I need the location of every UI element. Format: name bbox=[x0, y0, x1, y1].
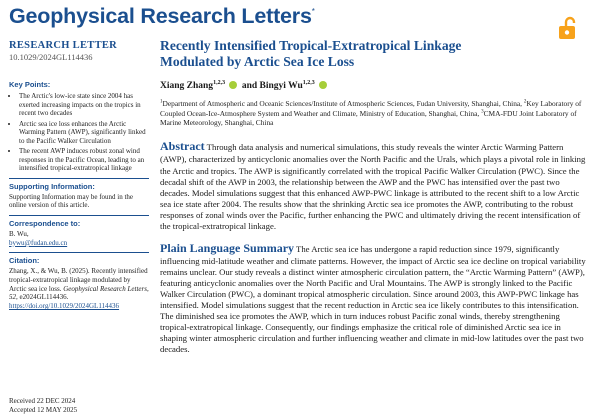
orcid-icon[interactable] bbox=[229, 81, 237, 89]
author-list bbox=[160, 80, 590, 91]
sidebar bbox=[9, 40, 149, 415]
key-point-item: • Arctic sea ice loss enhances the Arctic Warming Pattern (AWP), significantly linked to the Pacific Walker Circulation bbox=[19, 120, 149, 146]
affiliation-sup: 1 bbox=[160, 99, 163, 105]
article-type-label: RESEARCH LETTER bbox=[9, 40, 118, 51]
article-main bbox=[160, 38, 590, 355]
sidebar-divider bbox=[9, 215, 149, 216]
correspondence-email-link[interactable]: bywu@fudan.edu.cn bbox=[9, 238, 68, 247]
citation-article-number: e2024GL114436. bbox=[19, 293, 69, 302]
journal-header bbox=[9, 4, 315, 29]
affiliation-sup: 3 bbox=[481, 109, 484, 115]
journal-name: Geophysical Research Letters bbox=[9, 4, 312, 28]
abstract-text: Through data analysis and numerical simulations, this study reveals the winter Arctic Warming Pattern (AWP), characterized by anticyclonic anomalies over the North Pacific and the Urals, which plays a pivotal role in linking the Arctic and tropics. The AWP is significantly correlated with the tropical Pacific Walker Circulation (PWC). Since the decadal shift of the AWP in 2003, the relationship between the AWP and the PWC has intensified over the past two decades. Model simulations suggest that this enhanced AWP-PWC linkage is attributed to the recent shift to a low Arctic sea ice state after 2004. The results show that the shrinking Arctic sea ice promotes the AWP, contributing to the robust responses of zonal winds over the Pacific, further enhancing the PWC and ultimately driving the recent intensification of the tropical-extratropical linkage. bbox=[160, 142, 586, 231]
correspondence-block bbox=[9, 230, 149, 247]
received-date: Received 22 DEC 2024 bbox=[9, 397, 76, 405]
affiliation-text: CMA-FDU Joint Laboratory of Marine Meteorology, Shanghai, China bbox=[160, 108, 577, 128]
sidebar-divider bbox=[9, 252, 149, 253]
citation-text: Zhang, X., & Wu, B. (2025). Recently intensified tropical-extratropical linkage modulated by Arctic sea ice loss. bbox=[9, 267, 148, 293]
correspondence-name: B. Wu, bbox=[9, 230, 29, 239]
correspondence-title: Correspondence to: bbox=[9, 219, 81, 229]
abstract-section bbox=[160, 139, 590, 232]
open-access-icon[interactable] bbox=[556, 16, 580, 40]
citation-block bbox=[9, 267, 149, 310]
plain-language-summary-text: The Arctic sea ice has undergone a rapid reduction since 1979, significantly influencing mid-latitude weather and climate patterns. However, the impact of Arctic sea ice decline on tropical variability remains unclear. Our study reveals a distinct winter atmospheric circulation pattern, the “Arctic Warming Pattern” (AWP), featuring anticyclonic anomalies over the North Pacific and Ural Mountains. The AWP is strongly linked to the Pacific Walker Circulation (PWC), a dominant tropical atmospheric circulation. Since around 2003, this AWP-PWC linkage has intensified. Model simulations suggest that the recent reduction in Arctic sea ice likely contributes to this intensification. The diminished sea ice promotes the AWP, which in turn induces robust Pacific zonal winds, thereby strengthening tropical-extratropical linkage. Consequently, our findings emphasize the critical role of diminished Arctic sea ice in shaping winter atmospheric circulation and further influencing weather and climate in mid-low latitudes over the past two decades. bbox=[160, 243, 586, 355]
author-affiliation-sup: 1,2,3 bbox=[302, 79, 315, 86]
key-point-item: • The recent AWP induces robust zonal wind responses in the Pacific Ocean, leading to an intensified tropical-extratropical linkage bbox=[19, 147, 149, 173]
article-title-line: Modulated by Arctic Sea Ice Loss bbox=[160, 53, 355, 69]
key-point-item: • The Arctic's low-ice state since 2004 has exerted increasing impacts on the tropics in recent two decades bbox=[19, 92, 149, 118]
affiliations bbox=[160, 99, 590, 128]
key-points-title: Key Points: bbox=[9, 80, 51, 89]
author-affiliation-sup: 1,2,3 bbox=[213, 79, 226, 86]
trademark-mark: * bbox=[311, 7, 315, 16]
supporting-info-text: Supporting Information may be found in the online version of this article. bbox=[9, 192, 134, 210]
citation-doi-link[interactable]: https://doi.org/10.1029/2024GL114436 bbox=[9, 302, 120, 311]
supporting-info-title: Supporting Information: bbox=[9, 181, 95, 191]
citation-title: Citation: bbox=[9, 256, 40, 266]
accepted-date: Accepted 12 MAY 2025 bbox=[9, 406, 78, 415]
affiliation-text: Key Laboratory of Coupled Ocean-Ice-Atmosphere System and Weather and Climate, Ministry of Education, Shanghai, China, bbox=[160, 98, 582, 118]
affiliation-text: Department of Atmospheric and Oceanic Sciences/Institute of Atmospheric Sciences, Fudan University, Shanghai, China, bbox=[162, 98, 523, 108]
citation-journal: Geophysical Research Letters, 52, bbox=[9, 284, 149, 302]
author-conjunction: and bbox=[241, 80, 258, 91]
plain-language-summary-section bbox=[160, 241, 590, 356]
author-name[interactable]: Xiang Zhang bbox=[160, 80, 214, 91]
plain-language-summary-heading: Plain Language Summary bbox=[160, 240, 295, 255]
article-title bbox=[160, 38, 590, 70]
orcid-icon[interactable] bbox=[319, 81, 327, 89]
sidebar-divider bbox=[9, 178, 149, 179]
key-points-list bbox=[9, 92, 149, 173]
abstract-heading: Abstract bbox=[160, 139, 205, 154]
dates-block bbox=[9, 397, 77, 415]
doi-text[interactable]: 10.1029/2024GL114436 bbox=[9, 52, 93, 62]
author-name[interactable]: Bingyi Wu bbox=[259, 80, 303, 91]
article-title-line: Recently Intensified Tropical-Extratropical Linkage bbox=[160, 38, 462, 53]
affiliation-sup: 2 bbox=[523, 99, 527, 105]
